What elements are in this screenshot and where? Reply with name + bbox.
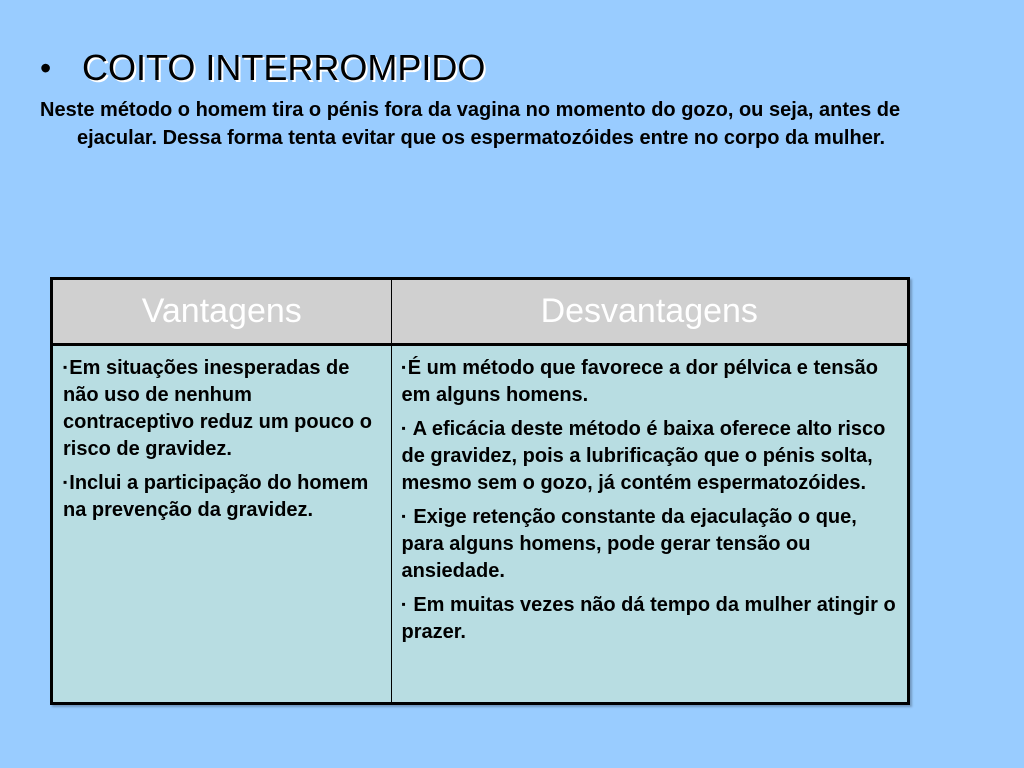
vantagem-text: Em situações inesperadas de não uso de nenhum contraceptivo reduz um pouco o risco de gravidez. (63, 357, 372, 460)
slide-title-row (40, 44, 485, 92)
list-item (402, 503, 898, 585)
square-bullet-icon: ▪ (401, 360, 406, 374)
comparison-table-frame (50, 277, 910, 705)
square-bullet-icon: ▪ (401, 421, 406, 435)
square-bullet-icon: ▪ (401, 509, 406, 523)
list-item (63, 354, 381, 463)
square-bullet-icon: ▪ (63, 475, 68, 489)
table-row (53, 345, 907, 703)
header-vantagens: Vantagens (53, 280, 391, 345)
title-bullet-icon: • (40, 50, 52, 86)
list-item (402, 591, 898, 646)
square-bullet-icon: ▪ (401, 597, 406, 611)
intro-paragraph: Neste método o homem tira o pénis fora da vagina no momento do gozo, ou seja, antes de ejacular. Dessa forma tenta evitar que os espermatozóides entre no corpo da mulher. (40, 99, 901, 149)
list-item (63, 469, 381, 524)
list-item (402, 415, 898, 497)
vantagem-text: Inclui a participação do homem na prevenção da gravidez. (63, 472, 369, 521)
desvantagens-cell (391, 345, 907, 703)
desvantagem-text: Exige retenção constante da ejaculação o que, para alguns homens, pode gerar tensão ou ansiedade. (401, 506, 857, 582)
desvantagem-text: A eficácia deste método é baixa oferece alto risco de gravidez, pois a lubrificação que o pénis solta, mesmo sem o gozo, já contém espermatozóides. (401, 418, 886, 494)
table-header-row (53, 280, 907, 345)
desvantagem-text: É um método que favorece a dor pélvica e tensão em alguns homens. (401, 357, 878, 406)
slide-title: COITO INTERROMPIDO (82, 47, 486, 88)
vantagens-cell (53, 345, 391, 703)
desvantagem-text: Em muitas vezes não dá tempo da mulher atingir o prazer. (401, 594, 896, 643)
list-item (402, 354, 898, 409)
square-bullet-icon: ▪ (63, 360, 68, 374)
header-desvantagens: Desvantagens (391, 280, 907, 345)
comparison-table (53, 280, 907, 702)
